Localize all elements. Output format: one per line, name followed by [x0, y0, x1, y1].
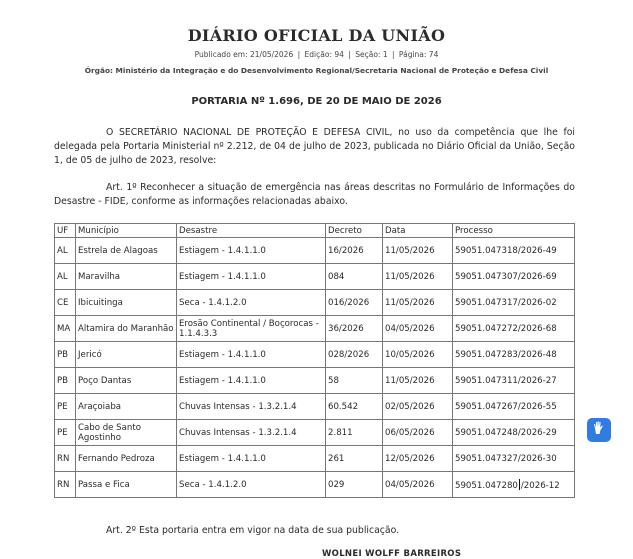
cell-data: 11/05/2026 — [383, 290, 453, 316]
table-row — [55, 420, 575, 446]
table-row — [55, 368, 575, 394]
cell-data: 11/05/2026 — [383, 238, 453, 264]
page-title: DIÁRIO OFICIAL DA UNIÃO — [187, 26, 446, 45]
table-header-row — [55, 224, 575, 238]
accessibility-button[interactable] — [587, 418, 611, 442]
table-row — [55, 342, 575, 368]
cell-municipio: Poço Dantas — [76, 368, 177, 394]
cell-desastre: Chuvas Intensas - 1.3.2.1.4 — [177, 394, 326, 420]
cell-data: 12/05/2026 — [383, 446, 453, 472]
cell-desastre: Estiagem - 1.4.1.1.0 — [177, 264, 326, 290]
cell-decreto: 016/2026 — [326, 290, 383, 316]
cell-processo: 59051.047272/2026-68 — [453, 316, 575, 342]
article-1: Art. 1º Reconhecer a situação de emergência nas áreas descritas no Formulário de Informações do Desastre - FIDE, conforme as informações relacionadas abaixo. — [54, 182, 575, 207]
cell-data: 10/05/2026 — [383, 342, 453, 368]
cell-decreto: 028/2026 — [326, 342, 383, 368]
cell-decreto: 16/2026 — [326, 238, 383, 264]
col-header-desastre: Desastre — [177, 224, 326, 238]
cell-desastre: Seca - 1.4.1.2.0 — [177, 290, 326, 316]
cell-municipio: Estrela de Alagoas — [76, 238, 177, 264]
cell-decreto: 58 — [326, 368, 383, 394]
edition-number: Edição: 94 — [304, 50, 344, 59]
portaria-title: PORTARIA Nº 1.696, DE 20 DE MAIO DE 2026 — [191, 96, 442, 107]
published-date: Publicado em: 21/05/2026 — [194, 50, 294, 59]
table-row — [55, 394, 575, 420]
cell-desastre: Estiagem - 1.4.1.1.0 — [177, 342, 326, 368]
separator: | — [348, 50, 351, 59]
cell-decreto: 2.811 — [326, 420, 383, 446]
cell-processo: 59051.047311/2026-27 — [453, 368, 575, 394]
cell-municipio: Jericó — [76, 342, 177, 368]
cell-uf: CE — [55, 290, 76, 316]
cell-desastre: Erosão Continental / Boçorocas - 1.1.4.3.3 — [177, 316, 326, 342]
cell-decreto: 261 — [326, 446, 383, 472]
table-row — [55, 264, 575, 290]
cell-processo: 59051.047283/2026-48 — [453, 342, 575, 368]
cell-data: 04/05/2026 — [383, 472, 453, 498]
table-row — [55, 290, 575, 316]
col-header-data: Data — [383, 224, 453, 238]
disaster-table — [54, 223, 575, 498]
cell-uf: PE — [55, 420, 76, 446]
cell-desastre: Estiagem - 1.4.1.1.0 — [177, 446, 326, 472]
cell-municipio: Cabo de Santo Agostinho — [76, 420, 177, 446]
cell-processo: 59051.047318/2026-49 — [453, 238, 575, 264]
col-header-decreto: Decreto — [326, 224, 383, 238]
text-cursor — [519, 479, 520, 490]
cell-processo: 59051.047267/2026-55 — [453, 394, 575, 420]
cell-municipio: Ibicuitinga — [76, 290, 177, 316]
cell-processo: 59051.047327/2026-30 — [453, 446, 575, 472]
cell-data: 11/05/2026 — [383, 368, 453, 394]
cell-uf: RN — [55, 446, 76, 472]
cell-data: 02/05/2026 — [383, 394, 453, 420]
table-row — [55, 316, 575, 342]
organ-line: Órgão: Ministério da Integração e do Desenvolvimento Regional/Secretaria Nacional de Proteção e Defesa Civil — [84, 66, 549, 75]
section-number: Seção: 1 — [355, 50, 388, 59]
cell-decreto: 029 — [326, 472, 383, 498]
col-header-municipio: Município — [76, 224, 177, 238]
cell-decreto: 084 — [326, 264, 383, 290]
hand-accessibility-icon — [591, 420, 607, 440]
table-row — [55, 446, 575, 472]
cell-data: 11/05/2026 — [383, 264, 453, 290]
cell-decreto: 60.542 — [326, 394, 383, 420]
cell-processo: 59051.047280 /2026-12 — [453, 472, 575, 498]
cell-decreto: 36/2026 — [326, 316, 383, 342]
cell-processo: 59051.047307/2026-69 — [453, 264, 575, 290]
signature: WOLNEI WOLFF BARREIROS — [322, 549, 462, 559]
cell-uf: PE — [55, 394, 76, 420]
cell-uf: PB — [55, 342, 76, 368]
publication-info — [0, 50, 633, 59]
cell-uf: RN — [55, 472, 76, 498]
cell-municipio: Araçoiaba — [76, 394, 177, 420]
col-header-processo: Processo — [453, 224, 575, 238]
cell-uf: MA — [55, 316, 76, 342]
cell-desastre: Chuvas Intensas - 1.3.2.1.4 — [177, 420, 326, 446]
intro-paragraph: O SECRETÁRIO NACIONAL DE PROTEÇÃO E DEFESA CIVIL, no uso da competência que lhe foi delegada pela Portaria Ministerial nº 2.212, de 04 de julho de 2023, publicada no Diário Oficial da União, Seção 1, de 05 de julho de 2023, resolve: — [54, 127, 575, 166]
separator: | — [391, 50, 395, 59]
cell-data: 04/05/2026 — [383, 316, 453, 342]
cell-desastre: Estiagem - 1.4.1.1.0 — [177, 368, 326, 394]
article-2: Art. 2º Esta portaria entra em vigor na data de sua publicação. — [106, 525, 400, 536]
cell-uf: AL — [55, 264, 76, 290]
cell-municipio: Fernando Pedroza — [76, 446, 177, 472]
table-row — [55, 238, 575, 264]
cell-municipio: Passa e Fica — [76, 472, 177, 498]
col-header-uf: UF — [55, 224, 76, 238]
cell-data: 06/05/2026 — [383, 420, 453, 446]
cell-municipio: Altamira do Maranhão — [76, 316, 177, 342]
cell-uf: AL — [55, 238, 76, 264]
cell-processo: 59051.047317/2026-02 — [453, 290, 575, 316]
page-number: Página: 74 — [398, 50, 439, 59]
cell-municipio: Maravilha — [76, 264, 177, 290]
table-row — [55, 472, 575, 498]
cell-uf: PB — [55, 368, 76, 394]
cell-desastre: Seca - 1.4.1.2.0 — [177, 472, 326, 498]
separator: | — [297, 50, 301, 59]
cell-desastre: Estiagem - 1.4.1.1.0 — [177, 238, 326, 264]
cell-processo: 59051.047248/2026-29 — [453, 420, 575, 446]
